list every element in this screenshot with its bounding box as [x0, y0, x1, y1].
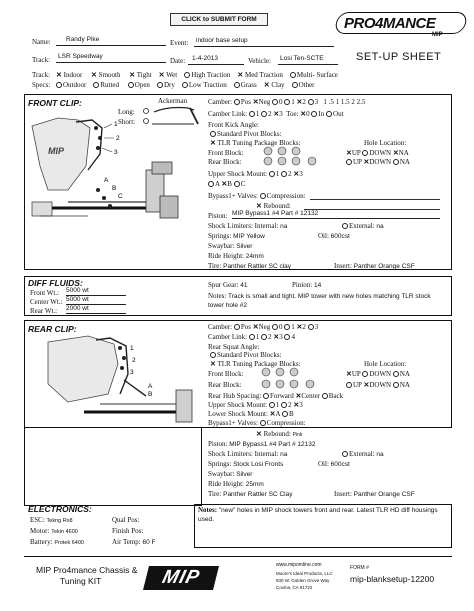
track-label: Track:: [32, 56, 51, 64]
svg-text:B: B: [148, 391, 153, 398]
date-field[interactable]: 1-4-2013: [188, 55, 244, 65]
rear-hole-location: Hole Location:: [364, 360, 407, 368]
diagram-label-3: 3: [114, 149, 118, 156]
qual-pos-row: Qual Pos:: [112, 516, 140, 524]
rear-bypass: Bypass1+ Valves: Compression:: [208, 419, 306, 427]
esc-row: ESC: Tekng Rx8: [30, 516, 73, 524]
rear-upper-shock: Upper Shock Mount: 1 2 ✕3: [208, 401, 303, 409]
rear-clip-title: REAR CLIP:: [28, 324, 77, 334]
svg-text:1: 1: [130, 345, 134, 352]
electronics-notes: Notes: "new" holes in MIP shock towers front and rear. Latest TLR HD diff housings used.: [198, 506, 438, 523]
opt-open[interactable]: Open: [128, 81, 150, 89]
date-label: Date:: [170, 57, 186, 65]
ackerman-label: Ackerman: [158, 97, 188, 105]
front-rebound-line[interactable]: [304, 202, 440, 210]
vehicle-label: Vehicle:: [248, 57, 271, 65]
front-camber-row: Camber: Pos ✕Neg 0 1 ✕2 3 1 .5 1 1.5 2 2.5: [208, 98, 366, 106]
footer-website: www.mipomline.com: [276, 562, 322, 568]
diff-center: Center Wt.:: [30, 298, 63, 306]
footer-address-2: Covina, CA 91722: [276, 585, 313, 590]
track-field[interactable]: LSR Speedway: [56, 53, 166, 63]
conditions-specs-opts: [56, 81, 315, 89]
pinion: Pinion: 14: [292, 281, 322, 289]
footer-form-label: FORM #: [350, 565, 369, 571]
diagram-label-b: B: [112, 185, 117, 192]
front-clip-title: FRONT CLIP:: [28, 98, 82, 108]
front-bypass: Bypass1+ Valves: Compression:: [208, 192, 306, 200]
spur-gear: Spur Gear: 41: [208, 281, 248, 289]
front-springs: Springs: MIP Yellow: [208, 232, 265, 240]
rear-springs: Springs: Stock Losi Fronts: [208, 460, 284, 468]
front-swaybar: Swaybar: Silver: [208, 242, 253, 250]
front-block-icons: [260, 146, 330, 166]
rear-front-block-updown: ✕UP DOWN NA: [346, 370, 410, 378]
diff-rear-field[interactable]: 2000 wt: [66, 305, 126, 314]
rear-insert: Insert: Panther Orange CSF: [334, 490, 415, 498]
front-block-updown: ✕UP DOWN ✕NA: [346, 149, 409, 157]
opt-multi-surface[interactable]: Multi- Surface: [290, 71, 338, 79]
front-external: External: na: [342, 222, 384, 230]
brand-logo: PRO4MANCE MIP: [336, 8, 466, 42]
rear-front-block: Front Block:: [208, 370, 244, 378]
diagram-label-c: C: [118, 193, 123, 200]
rear-tire: Tire: Panther Rattler SC Clay: [208, 490, 293, 498]
conditions-track-label: Track:: [32, 71, 51, 79]
front-shock-limiters: Shock Limiters: Internal: na: [208, 222, 288, 230]
rear-block-icons: [258, 367, 328, 389]
rear-tlr-pkg: ✕ TLR Tuning Package Blocks:: [210, 360, 301, 368]
diff-front: Front Wt.:: [30, 289, 60, 297]
rear-lower-shock: Lower Shock Mount: ✕A B: [208, 410, 294, 418]
diff-title: DIFF FLUIDS:: [28, 278, 83, 288]
opt-high-traction[interactable]: High Traction: [184, 71, 230, 79]
front-tire: Tire: Panther Rattler SC clay: [208, 262, 292, 270]
rear-camber-row: Camber: Pos ✕Neg 0 1 ✕2 3: [208, 323, 319, 331]
diff-center-field[interactable]: 5000 wt: [66, 296, 126, 305]
rear-std-pivot: Standard Pivot Blocks:: [210, 351, 282, 359]
front-bypass-compression-line[interactable]: [310, 192, 440, 200]
rear-rear-block: Rear Block:: [208, 381, 242, 389]
event-field[interactable]: indoor base setup: [194, 37, 334, 47]
svg-text:A: A: [148, 383, 153, 390]
svg-text:3: 3: [130, 369, 134, 376]
opt-med-traction[interactable]: ✕ Med Traction: [237, 71, 283, 79]
conditions-specs-label: Specs:: [32, 81, 51, 89]
name-label: Name:: [32, 38, 51, 46]
front-camber-link-row: Camber Link: 1 2 ✕3 Toe: ✕0 In Out: [208, 110, 344, 118]
front-block-row: Front Block:: [208, 149, 244, 157]
opt-other[interactable]: Other: [292, 81, 315, 89]
opt-smooth[interactable]: ✕ Smooth: [91, 71, 121, 79]
footer-title-1: MIP Pro4mance Chassis &: [36, 565, 138, 575]
motor-row: Motor: Tekin 4600: [30, 527, 78, 535]
diagram-label-1: 1: [114, 121, 118, 128]
footer-title-2: Tuning KIT: [60, 576, 102, 586]
rear-squat-angle: Rear Squat Angle:: [208, 343, 260, 351]
opt-tight[interactable]: ✕ Tight: [129, 71, 152, 79]
diff-notes: Notes: Track is small and tight. MIP tower with new holes matching TLR stock tower hole #2: [208, 292, 431, 309]
short-label: Short:: [118, 118, 136, 126]
rear-ride-height: Ride Height: 25mm: [208, 480, 264, 488]
rear-oil: Oil: 600cst: [318, 460, 350, 468]
rear-block-row: Rear Block:: [208, 158, 242, 166]
submit-form-button[interactable]: CLICK to SUBMIT FORM: [170, 13, 268, 26]
opt-rutted[interactable]: Rutted: [93, 81, 119, 89]
rear-hub-spacing: Rear Hub Spacing: Forward ✕Center Back: [208, 392, 344, 400]
rear-rebound: ✕ Rebound: Pink: [256, 430, 303, 438]
opt-grass[interactable]: Grass: [234, 81, 257, 89]
front-piston: Piston:: [208, 212, 228, 220]
svg-text:MIP: MIP: [48, 146, 65, 156]
rear-swaybar: Swaybar: Silver: [208, 470, 253, 478]
rear-shock-limiters: Shock Limiters: Internal: na: [208, 450, 288, 458]
electronics-title: ELECTRONICS:: [28, 504, 92, 514]
front-insert: Insert: Panther Orange CSF: [334, 262, 415, 270]
mip-logo: MIP: [143, 566, 219, 590]
front-lower-shock: A ✕B C: [208, 180, 245, 188]
battery-row: Battery: Protek 6400: [30, 538, 84, 546]
footer-address-1: 830 W. Golden Grove Way: [276, 578, 330, 583]
opt-indoor[interactable]: ✕ Indoor: [56, 71, 83, 79]
diff-front-field[interactable]: 5000 wt: [66, 287, 126, 296]
svg-text:2: 2: [132, 357, 136, 364]
opt-wet[interactable]: ✕ Wet: [158, 71, 178, 79]
rear-block-updown: UP ✕DOWN NA: [346, 158, 410, 166]
front-ride-height: Ride Height: 24mm: [208, 252, 264, 260]
front-clip-diagram: [28, 106, 188, 268]
front-rebound: ✕ Rebound:: [256, 202, 291, 210]
rear-rear-block-updown: UP ✕DOWN NA: [346, 381, 410, 389]
opt-clay[interactable]: ✕ Clay: [263, 81, 285, 89]
front-tlr-pkg: ✕ TLR Tuning Package Blocks:: [210, 139, 301, 147]
vehicle-field[interactable]: Losi Ten-SCTE: [278, 55, 338, 65]
opt-low-traction[interactable]: Low Traction: [182, 81, 227, 89]
air-temp-row: Air Temp: 60 F: [112, 538, 156, 546]
long-label: Long:: [118, 108, 135, 116]
rear-piston: Piston: MIP Bypass1 #4 Part # 12132: [208, 440, 316, 448]
rear-clip-diagram: [28, 334, 204, 426]
front-oil: Oil: 600cst: [318, 232, 350, 240]
front-piston-field[interactable]: MIP Bypass1 #4 Part # 12132: [232, 210, 440, 219]
diagram-label-a: A: [104, 177, 109, 184]
front-upper-shock: Upper Shock Mount: 1 2 ✕3: [208, 170, 303, 178]
opt-dry[interactable]: Dry: [157, 81, 175, 89]
front-kick-angle: Front Kick Angle:: [208, 121, 259, 129]
footer-form-id: mip-blanksetup-12200: [350, 574, 435, 584]
event-label: Event:: [170, 39, 189, 47]
footer-company: Moore's Ideal Products, LLC: [276, 571, 333, 576]
electronics-section: [24, 428, 202, 506]
finish-pos-row: Finish Pos:: [112, 527, 144, 535]
rear-camber-link-row: Camber Link: 1 2 ✕3 4: [208, 333, 295, 341]
front-std-pivot: Standard Pivot Blocks:: [210, 130, 282, 138]
sheet-title: SET-UP SHEET: [356, 51, 442, 63]
rear-external: External: na: [342, 450, 384, 458]
front-hole-location: Hole Location:: [364, 139, 407, 147]
name-field[interactable]: Randy Pike: [56, 36, 166, 46]
diagram-label-2: 2: [116, 135, 120, 142]
opt-outdoor[interactable]: Outdoor: [56, 81, 86, 89]
diff-rear: Rear Wt.:: [30, 307, 58, 315]
conditions-track-opts: [56, 71, 338, 79]
